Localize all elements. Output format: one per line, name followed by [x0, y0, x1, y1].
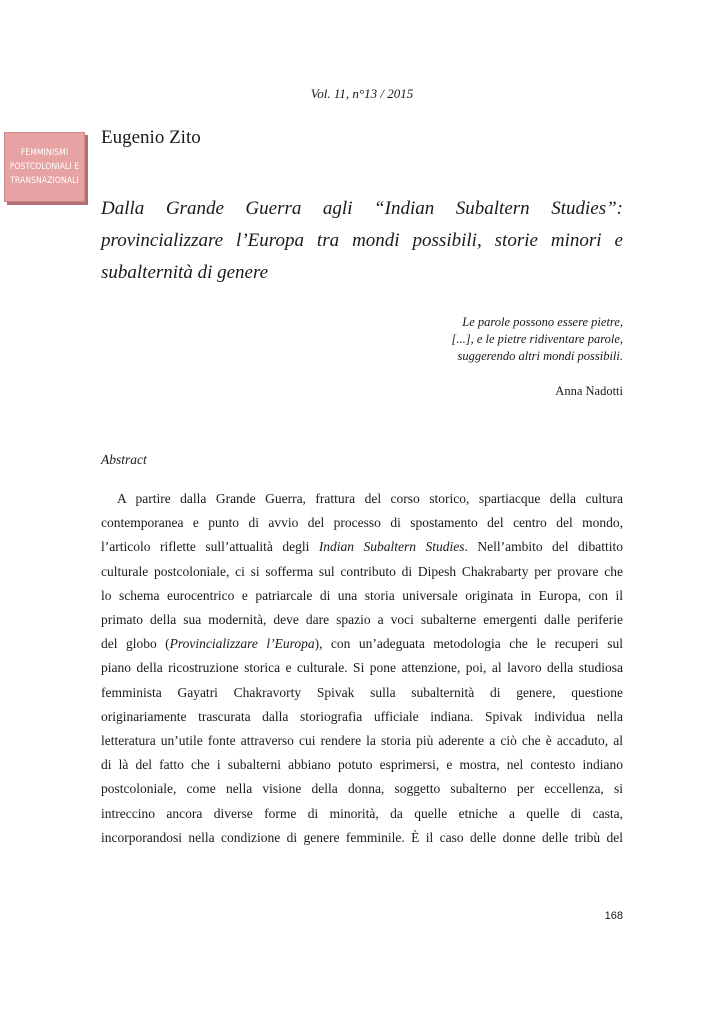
abstract-line: l’articolo riflette sull’attualità degli Indian Subaltern Studies. Nell’ambito del dibattito [101, 539, 623, 555]
section-badge-line: POSTCOLONIALI E [9, 162, 80, 172]
section-badge-line: FEMMINISMI [20, 148, 69, 158]
abstract-line: postcoloniale, come nella visione della donna, soggetto subalterno per eccellenza, si [101, 781, 623, 797]
abstract-line: lo schema eurocentrico e patriarcale di una storia universale originata in Europa, con il [101, 587, 623, 603]
abstract-line: di là del fatto che i subalterni abbiano potuto esprimersi, e mostra, nel contesto indiano [101, 757, 623, 773]
article-title: Dalla Grande Guerra agli “Indian Subaltern Studies”: provincializzare l’Europa tra mondi possibili, storie minori e subalternità di genere [101, 198, 623, 283]
abstract-line: A partire dalla Grande Guerra, frattura del corso storico, spartiacque della cultura [117, 491, 623, 506]
epigraph-line: [...], e le pietre ridiventare parole, [451, 332, 623, 346]
epigraph-author: Anna Nadotti [555, 384, 623, 398]
abstract-line: primato della sua modernità, deve dare spazio a voci subalterne emergenti dalle periferie [101, 612, 623, 628]
abstract-line: letteratura un’utile fonte attraverso cui rendere la storia più aderente a ciò che è accaduto, al [101, 733, 623, 749]
abstract-line: culturale postcoloniale, ci si sofferma sul contributo di Dipesh Chakrabarty per provare che [101, 563, 623, 579]
section-badge [4, 132, 85, 202]
abstract-body [101, 487, 623, 850]
article-author: Eugenio Zito [101, 127, 201, 148]
abstract-line: originariamente trascurata dalla storiografia ufficiale indiana. Spivak individua nella [101, 708, 623, 724]
abstract-line: intreccino ancora diverse forme di minorità, da quelle etniche a quelle di casta, [101, 805, 623, 821]
abstract-line: piano della ricostruzione storica e culturale. Si pone attenzione, poi, al lavoro della studiosa [101, 660, 623, 676]
epigraph-line: suggerendo altri mondi possibili. [457, 349, 623, 363]
abstract-line: contemporanea e punto di avvio del processo di spostamento del centro del mondo, [101, 515, 623, 531]
epigraph-line: Le parole possono essere pietre, [462, 315, 623, 329]
epigraph [323, 314, 623, 365]
abstract-line: incorporandosi nella condizione di genere femminile. È il caso delle donne delle tribù del [101, 829, 623, 845]
section-badge-line: TRANSNAZIONALI [10, 176, 79, 186]
abstract-heading: Abstract [101, 452, 147, 467]
abstract-line: femminista Gayatri Chakravorty Spivak sulla subalternità di genere, questione [101, 684, 623, 700]
abstract-line: del globo (Provincializzare l’Europa), con un’adeguata metodologia che le recuperi sul [101, 636, 623, 652]
volume-issue-header: Vol. 11, n°13 / 2015 [310, 86, 414, 101]
page-number: 168 [604, 910, 623, 922]
